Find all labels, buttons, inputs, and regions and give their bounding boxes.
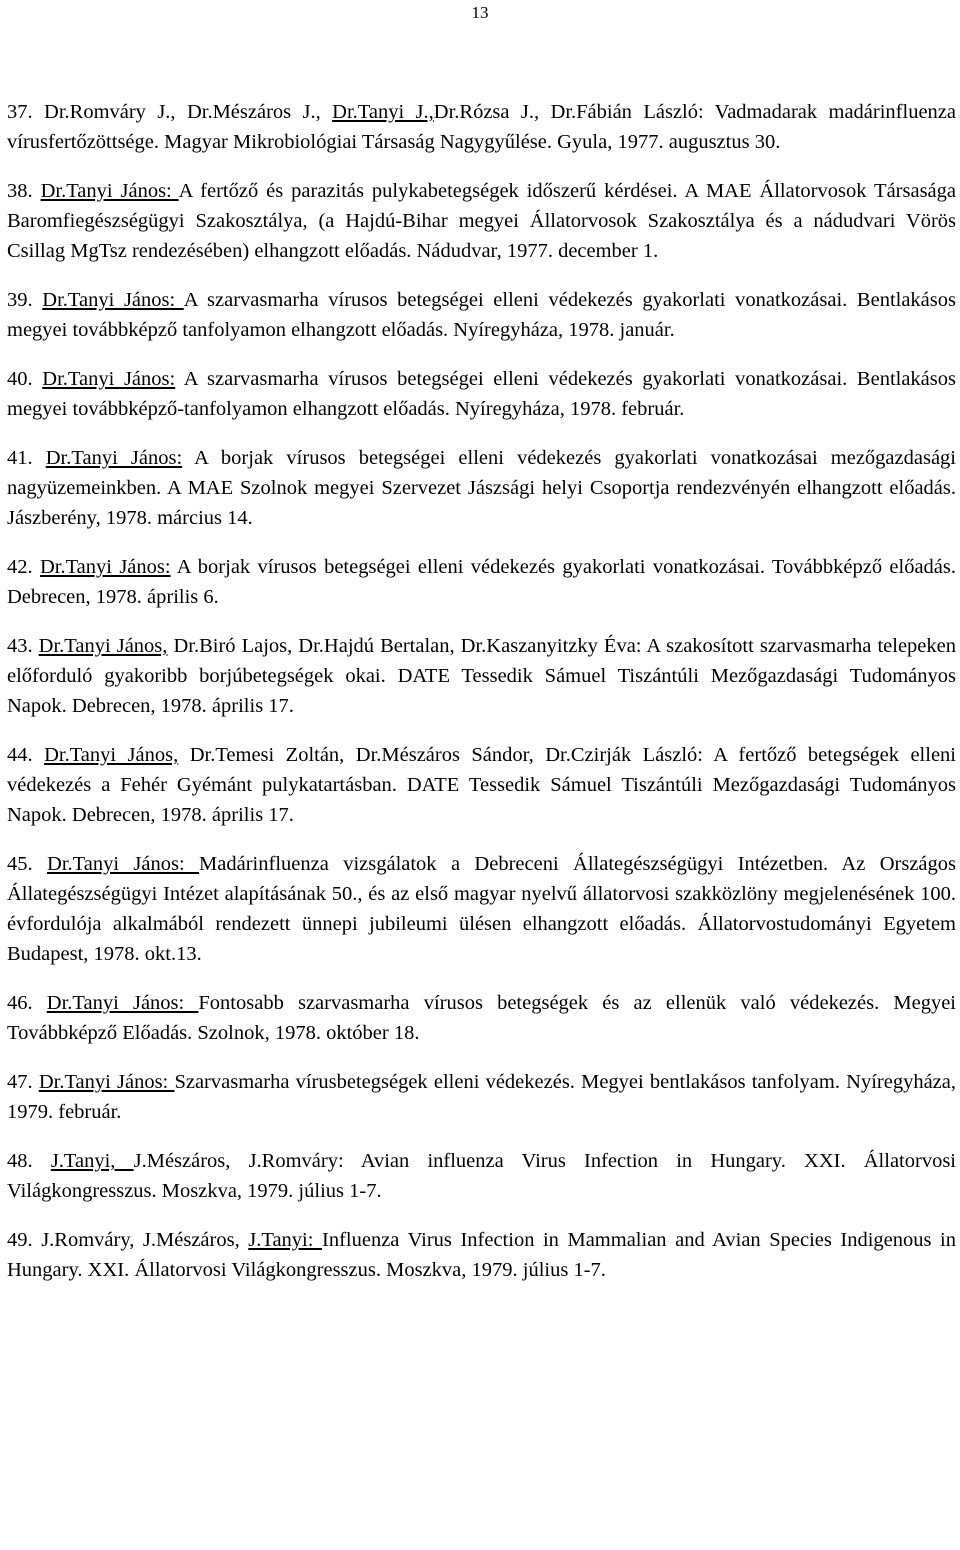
entry-text: Fontosabb szarvasmarha vírusos betegségek és az ellenük való védekezés. Megyei Továbbképző Előadás. Szolnok, 1978. október 18. — [7, 992, 957, 1044]
entry-text: A szarvasmarha vírusos betegségei elleni védekezés gyakorlati vonatkozásai. Bentlakásos megyei továbbképző tanfolyamon elhangzott előadás. Nyíregyháza, 1978. január. — [7, 289, 956, 341]
entry-underlined-author: Dr.Tanyi János: — [47, 853, 200, 875]
entry-number: 41. — [7, 447, 33, 469]
publication-entry — [7, 285, 956, 345]
entry-text: J.Mészáros, J.Romváry: Avian influenza Virus Infection in Hungary. XXI. Állatorvosi Világkongresszus. Moszkva, 1979. július 1-7. — [7, 1150, 956, 1202]
entry-underlined-author: Dr.Tanyi János: — [39, 556, 171, 578]
entry-text: A borjak vírusos betegségei elleni védekezés gyakorlati vonatkozásai mezőgazdasági nagyüzemeinkben. A MAE Szolnok megyei Szervezet Jászsági helyi Csoportja rendezvényén elhangzott előadás. Jászberény, 1978. március 14. — [7, 447, 957, 529]
entry-text: Dr.Biró Lajos, Dr.Hajdú Bertalan, Dr.Kaszanyitzky Éva: A szakosított szarvasmarha telepeken előforduló gyakoribb borjúbetegségek okai. DATE Tessedik Sámuel Tiszántúli Mezőgazdasági Tudományos Napok. Debrecen, 1978. április 17. — [7, 635, 956, 717]
entry-underlined-author: J.Tanyi, — [50, 1150, 134, 1172]
publication-entry — [7, 988, 956, 1048]
entry-text: A szarvasmarha vírusos betegségei elleni védekezés gyakorlati vonatkozásai. Bentlakásos megyei továbbképző-tanfolyamon elhangzott előadás. Nyíregyháza, 1978. február. — [7, 368, 956, 420]
publication-entry — [7, 1067, 956, 1127]
entry-text: Szarvasmarha vírusbetegségek elleni védekezés. Megyei bentlakásos tanfolyam. Nyíregyháza, 1979. február. — [7, 1071, 957, 1123]
entry-number: 43. — [7, 635, 33, 657]
publication-entry — [7, 740, 956, 830]
publication-entry — [7, 176, 956, 266]
entry-authors-before: J.Romváry, J.Mészáros, — [41, 1229, 249, 1251]
entry-text: A fertőző és parazitás pulykabetegségek időszerű kérdései. A MAE Állatorvosok Társasága Baromfiegészségügyi Szakosztálya, (a Hajdú-Bihar megyei Állatorvosok Szakosztálya és a nádudvari Vörös Csillag MgTsz rendezésében) elhangzott előadás. Nádudvar, 1977. december 1. — [7, 180, 956, 262]
entry-underlined-author: Dr.Tanyi János: — [38, 1071, 175, 1093]
entry-number: 42. — [7, 556, 33, 578]
entry-text: Dr.Rózsa J., Dr.Fábián László: Vadmadarak madárinfluenza vírusfertőzöttsége. Magyar Mikrobiológiai Társaság Nagygyűlése. Gyula, 1977. augusztus 30. — [7, 101, 957, 153]
publication-entry — [7, 1225, 956, 1285]
entry-text: Dr.Temesi Zoltán, Dr.Mészáros Sándor, Dr.Czirják László: A fertőző betegségek elleni védekezés a Fehér Gyémánt pulykatartásban. DATE Tessedik Sámuel Tiszántúli Mezőgazdasági Tudományos Napok. Debrecen, 1978. április 17. — [7, 744, 956, 826]
entry-underlined-author: Dr.Tanyi János: — [40, 180, 179, 202]
publication-entry — [7, 552, 956, 612]
entry-underlined-author: Dr.Tanyi János: — [42, 289, 184, 311]
entry-text: A borjak vírusos betegségei elleni védekezés gyakorlati vonatkozásai. Továbbképző előadás. Debrecen, 1978. április 6. — [7, 556, 957, 608]
entry-number: 40. — [7, 368, 33, 390]
entry-underlined-author: Dr.Tanyi János: — [45, 447, 183, 469]
entry-underlined-author: Dr.Tanyi János: — [46, 992, 199, 1014]
publication-list — [7, 97, 956, 1304]
entry-authors-before: Dr.Romváry J., Dr.Mészáros J., — [44, 101, 333, 123]
entry-number: 44. — [7, 744, 33, 766]
entry-underlined-author: Dr.Tanyi János, — [44, 744, 179, 766]
entry-number: 46. — [7, 992, 33, 1014]
entry-number: 38. — [7, 180, 33, 202]
entry-underlined-author: Dr.Tanyi J., — [332, 101, 434, 123]
entry-number: 47. — [7, 1071, 33, 1093]
entry-number: 39. — [7, 289, 33, 311]
entry-text: Influenza Virus Infection in Mammalian and Avian Species Indigenous in Hungary. XXI. Állatorvosi Világkongresszus. Moszkva, 1979. július 1-7. — [7, 1229, 956, 1281]
page-number: 13 — [471, 3, 489, 22]
publication-entry — [7, 364, 956, 424]
publication-entry — [7, 631, 956, 721]
publication-entry — [7, 97, 956, 157]
publication-entry — [7, 443, 956, 533]
entry-text: Madárinfluenza vizsgálatok a Debreceni Állategészségügyi Intézetben. Az Országos Állategészségügyi Intézet alapításának 50., és az első magyar nyelvű állatorvosi szakközlöny megjelenésének 100. évfordulója alkalmából rendezett ünnepi jubileumi ülésen elhangzott előadás. Állatorvostudományi Egyetem Budapest, 1978. okt.13. — [7, 853, 957, 965]
entry-underlined-author: Dr.Tanyi János: — [42, 368, 176, 390]
entry-number: 49. — [7, 1229, 33, 1251]
entry-number: 45. — [7, 853, 33, 875]
entry-underlined-author: J.Tanyi: — [248, 1229, 322, 1251]
entry-underlined-author: Dr.Tanyi János, — [38, 635, 168, 657]
publication-entry — [7, 1146, 956, 1206]
publication-entry — [7, 849, 956, 969]
entry-number: 48. — [7, 1150, 33, 1172]
entry-number: 37. — [7, 101, 33, 123]
